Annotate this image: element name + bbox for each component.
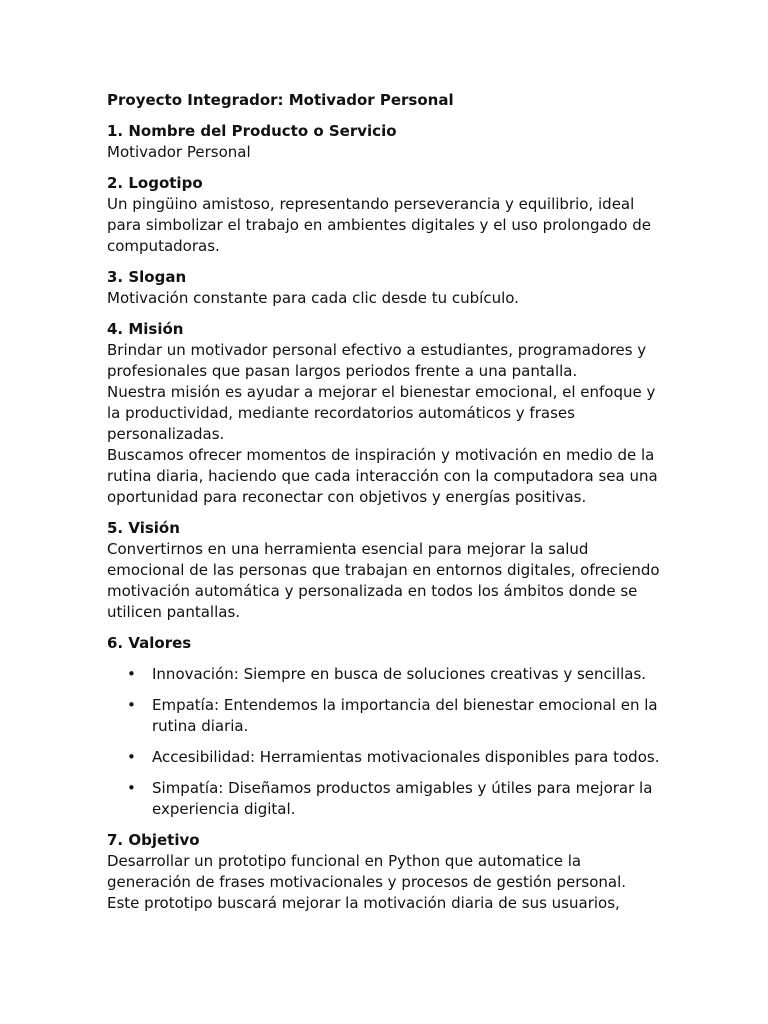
section-paragraph: Un pingüino amistoso, representando perseverancia y equilibrio, ideal para simbolizar el trabajo en ambientes digitales y el uso prolongado de computadoras. (107, 195, 651, 255)
section-paragraph: Motivador Personal (107, 143, 251, 161)
section-paragraph: Nuestra misión es ayudar a mejorar el bienestar emocional, el enfoque y la productividad, mediante recordatorios automáticos y frases personalizadas. (107, 383, 656, 443)
bullet-icon: • (127, 696, 136, 714)
section-heading: 1. Nombre del Producto o Servicio (107, 122, 397, 140)
section-heading: 6. Valores (107, 634, 192, 652)
section-slogan (107, 267, 667, 309)
section-paragraph: Este prototipo buscará mejorar la motivación diaria de sus usuarios, (107, 894, 620, 912)
values-list (107, 664, 667, 820)
section-valores (107, 633, 667, 820)
list-item (107, 664, 667, 685)
section-heading: 4. Misión (107, 320, 184, 338)
section-logotipo (107, 173, 667, 257)
section-nombre (107, 121, 667, 163)
bullet-icon: • (127, 779, 136, 797)
section-heading: 7. Objetivo (107, 831, 200, 849)
bullet-icon: • (127, 665, 136, 683)
section-paragraph: Desarrollar un prototipo funcional en Python que automatice la generación de frases motivacionales y procesos de gestión personal. (107, 852, 627, 891)
list-item-text: Innovación: Siempre en busca de soluciones creativas y sencillas. (152, 665, 647, 683)
section-heading: 5. Visión (107, 519, 180, 537)
section-mision (107, 319, 667, 508)
section-paragraph: Motivación constante para cada clic desde tu cubículo. (107, 289, 519, 307)
bullet-icon: • (127, 748, 136, 766)
section-paragraph: Convertirnos en una herramienta esencial para mejorar la salud emocional de las personas que trabajan en entornos digitales, ofreciendo motivación automática y personalizada en todos los ámbitos donde se utilicen pantallas. (107, 540, 660, 621)
list-item (107, 695, 667, 737)
section-paragraph: Buscamos ofrecer momentos de inspiración y motivación en medio de la rutina diaria, haciendo que cada interacción con la computadora sea una oportunidad para reconectar con objetivos y energías positivas. (107, 446, 658, 506)
section-heading: 3. Slogan (107, 268, 187, 286)
list-item-text: Simpatía: Diseñamos productos amigables y útiles para mejorar la experiencia digital. (152, 779, 653, 818)
section-vision (107, 518, 667, 623)
document-title: Proyecto Integrador: Motivador Personal (107, 91, 454, 109)
document-page (107, 90, 667, 924)
list-item-text: Empatía: Entendemos la importancia del bienestar emocional en la rutina diaria. (152, 696, 658, 735)
section-heading: 2. Logotipo (107, 174, 203, 192)
section-paragraph: Brindar un motivador personal efectivo a estudiantes, programadores y profesionales que pasan largos periodos frente a una pantalla. (107, 341, 647, 380)
list-item (107, 747, 667, 768)
list-item-text: Accesibilidad: Herramientas motivacionales disponibles para todos. (152, 748, 660, 766)
list-item (107, 778, 667, 820)
section-objetivo (107, 830, 667, 914)
